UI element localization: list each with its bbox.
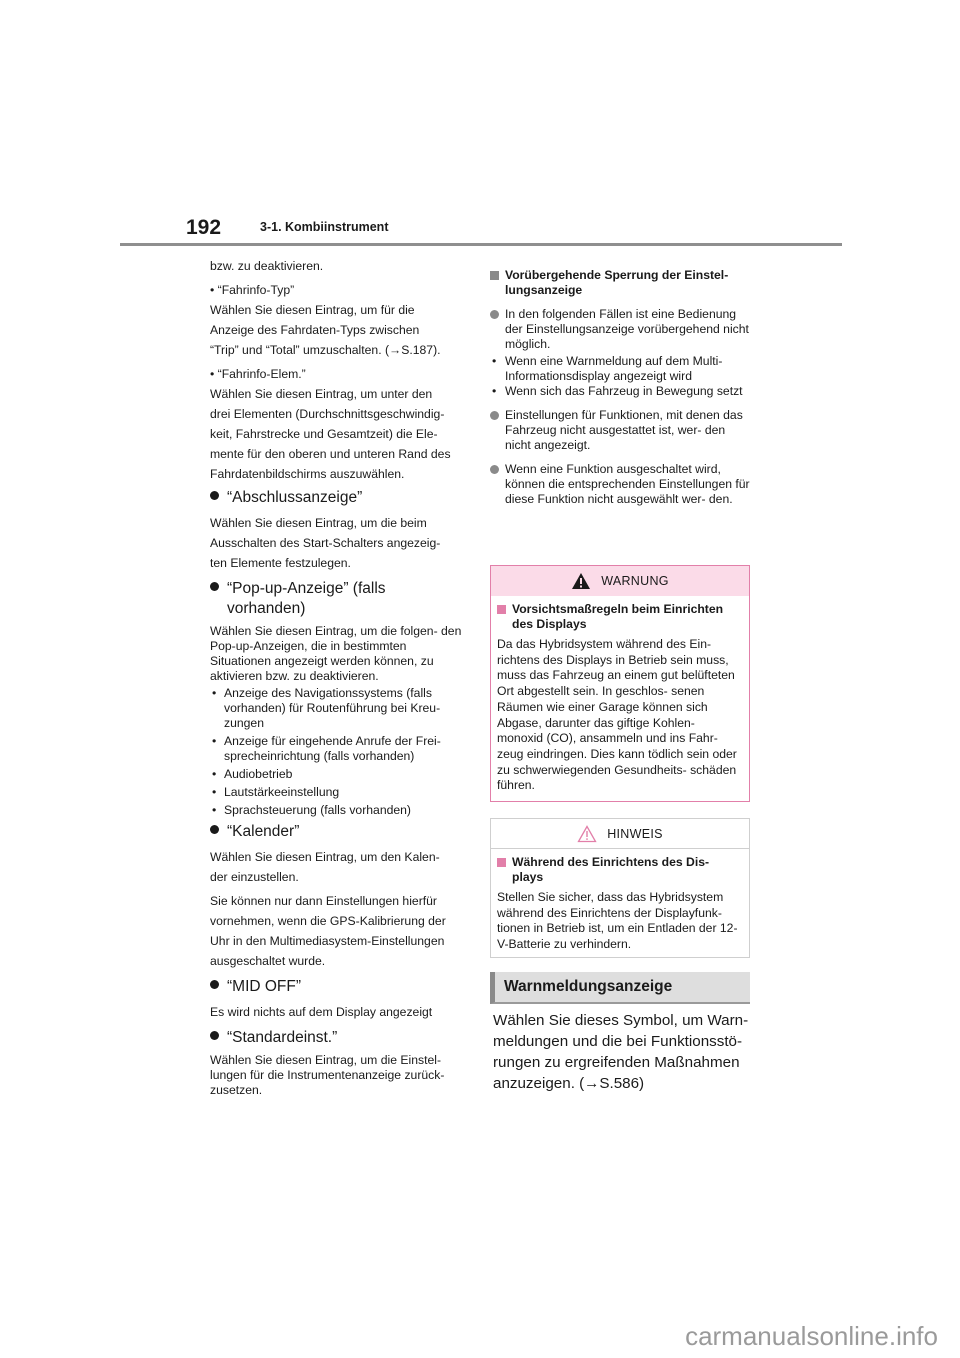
section-heading-warnmeldungsanzeige: Warnmeldungsanzeige <box>490 972 750 1004</box>
heading-text: “Pop-up-Anzeige” (falls vorhanden) <box>227 580 386 617</box>
mid-text: Es wird nichts auf dem Display angezeigt <box>210 1005 433 1019</box>
heading-text: “MID OFF” <box>227 978 302 995</box>
header-divider <box>120 243 842 246</box>
bullet-dot-icon <box>210 980 219 989</box>
warning-label: WARNUNG <box>601 574 669 588</box>
bullet-dot-icon <box>210 825 219 834</box>
subheading-sperrung <box>490 268 752 298</box>
square-bullet-icon <box>490 271 499 280</box>
elem-line: keit, Fahrstrecke und Gesamtzeit) die Ele- <box>210 427 438 441</box>
info-text: Einstellungen für Funktionen, mit denen das Fahrzeug nicht ausgestattet ist, wer- den nicht angezeigt. <box>505 408 743 452</box>
page-number: 192 <box>186 216 222 239</box>
heading-text: “Abschlussanzeige” <box>227 489 363 506</box>
warning-header <box>491 566 749 596</box>
notice-box <box>490 818 750 958</box>
heading-standardeinst <box>210 1028 466 1048</box>
warning-body <box>491 596 749 794</box>
trip-line: “Trip” und “Total” umzuschalten. (→S.187). <box>210 343 441 357</box>
info-list <box>490 354 752 399</box>
elem-line: Wählen Sie diesen Eintrag, um unter den <box>210 387 433 401</box>
info-point <box>490 307 752 352</box>
bullet-dot-icon <box>210 582 219 591</box>
elem-line: drei Elementen (Durchschnittsgeschwindig- <box>210 407 445 421</box>
info-point <box>490 462 752 507</box>
heading-text: “Standardeinst.” <box>227 1029 338 1046</box>
kalender-line: Wählen Sie diesen Eintrag, um den Kalen- <box>210 850 440 864</box>
left-column <box>210 256 466 1100</box>
info-point <box>490 408 752 453</box>
warnmeldung-text: Wählen Sie dieses Symbol, um Warn- meldungen und die bei Funktionsstö- rungen zu ergreifenden Maßnahmen anzuzeigen. (→S.586) <box>493 1012 749 1092</box>
list-item: • Sprachsteuerung (falls vorhanden) <box>210 803 466 818</box>
bullet-dot-icon <box>210 1031 219 1040</box>
elem-line: mente für den oberen und unteren Rand des <box>210 447 451 461</box>
caution-outline-icon <box>577 825 597 843</box>
elem-line: Fahrdatenbildschirms auszuwählen. <box>210 467 405 481</box>
abschluss-line: Wählen Sie diesen Eintrag, um die beim <box>210 516 427 530</box>
warning-heading <box>497 602 743 632</box>
elem-bullet: • “Fahrinfo-Elem.” <box>210 367 306 381</box>
heading-mid-off <box>210 977 466 997</box>
popup-list <box>210 686 466 818</box>
notice-heading <box>497 855 743 885</box>
standard-text: Wählen Sie diesen Eintrag, um die Einstel- lungen für die Instrumentenanzeige zurück- zusetzen. <box>210 1053 445 1097</box>
heading-abschlussanzeige <box>210 488 466 508</box>
notice-label: HINWEIS <box>607 826 663 841</box>
info-text: Wenn eine Funktion ausgeschaltet wird, können die entsprechenden Einstellungen für diese Funktion nicht ausgewählt wer- den. <box>505 462 750 506</box>
notice-header <box>491 819 749 849</box>
kalender-line: Uhr in den Multimediasystem-Einstellungen <box>210 934 445 948</box>
list-item: • Anzeige für eingehende Anrufe der Frei- sprecheinrichtung (falls vorhanden) <box>210 734 466 764</box>
kalender-line: der einzustellen. <box>210 870 299 884</box>
square-bullet-icon <box>497 605 506 614</box>
list-item: • Wenn sich das Fahrzeug in Bewegung setzt <box>490 384 752 399</box>
info-text: In den folgenden Fällen ist eine Bedienung der Einstellungsanzeige vorübergehend nicht möglich. <box>505 307 749 351</box>
heading-popup-anzeige <box>210 579 466 619</box>
subheading-text: Vorübergehende Sperrung der Einstel- lungsanzeige <box>505 268 729 297</box>
list-item: • Lautstärkeeinstellung <box>210 785 466 800</box>
warning-triangle-icon <box>571 572 591 590</box>
warning-heading-text: Vorsichtsmaßregeln beim Einrichten des Displays <box>512 602 724 631</box>
trip-line: Wählen Sie diesen Eintrag, um für die <box>210 303 415 317</box>
kalender-line: ausgeschaltet wurde. <box>210 954 326 968</box>
bullet-dot-icon <box>210 491 219 500</box>
warning-box <box>490 565 750 802</box>
notice-heading-text: Während des Einrichtens des Dis- plays <box>512 855 710 884</box>
kalender-line: vornehmen, wenn die GPS-Kalibrierung der <box>210 914 446 928</box>
kalender-line: Sie können nur dann Einstellungen hierfür <box>210 894 437 908</box>
circle-bullet-icon <box>490 411 499 420</box>
circle-bullet-icon <box>490 310 499 319</box>
list-item: • Audiobetrieb <box>210 767 466 782</box>
notice-body <box>491 849 749 953</box>
watermark: carmanualsonline.info <box>685 1321 938 1351</box>
notice-text: Stellen Sie sicher, dass das Hybridsystem während des Einrichtens der Displayfunk- tionen in Betrieb ist, um ein Entladen der 12-V-Batterie zu verhindern. <box>497 890 738 952</box>
heading-text: “Kalender” <box>227 823 300 840</box>
section-title: 3-1. Kombiinstrument <box>260 220 389 234</box>
trip-line: Anzeige des Fahrdaten-Typs zwischen <box>210 323 420 337</box>
abschluss-line: Ausschalten des Start-Schalters angezeig- <box>210 536 441 550</box>
popup-text: Wählen Sie diesen Eintrag, um die folgen- den Pop-up-Anzeigen, die in bestimmten Situationen angezeigt werden können, zu aktivieren bzw. zu deaktivieren. <box>210 624 462 683</box>
trip-bullet: • “Fahrinfo-Typ” <box>210 283 295 297</box>
heading-kalender <box>210 822 466 842</box>
right-column <box>490 268 752 509</box>
intro-text: bzw. zu deaktivieren. <box>210 259 324 273</box>
circle-bullet-icon <box>490 465 499 474</box>
square-bullet-icon <box>497 858 506 867</box>
abschluss-line: ten Elemente festzulegen. <box>210 556 351 570</box>
warning-text: Da das Hybridsystem während des Ein- richtens des Displays in Betrieb sein muss, muss das Fahrzeug an einem gut belüfteten Ort abgestellt sein. In geschlos- senen Räumen wie einer Garage können sich Abgase, darunter das giftige Kohlen- monoxid (CO), ansammeln und ins Fahr- zeug eindringen. Dies kann tödlich sein oder zu schwerwiegenden Gesundheits- schäden führen. <box>497 637 737 793</box>
list-item: • Anzeige des Navigationssystems (falls vorhanden) für Routenführung bei Kreu- zungen <box>210 686 466 731</box>
list-item: • Wenn eine Warnmeldung auf dem Multi- Informationsdisplay angezeigt wird <box>490 354 752 384</box>
